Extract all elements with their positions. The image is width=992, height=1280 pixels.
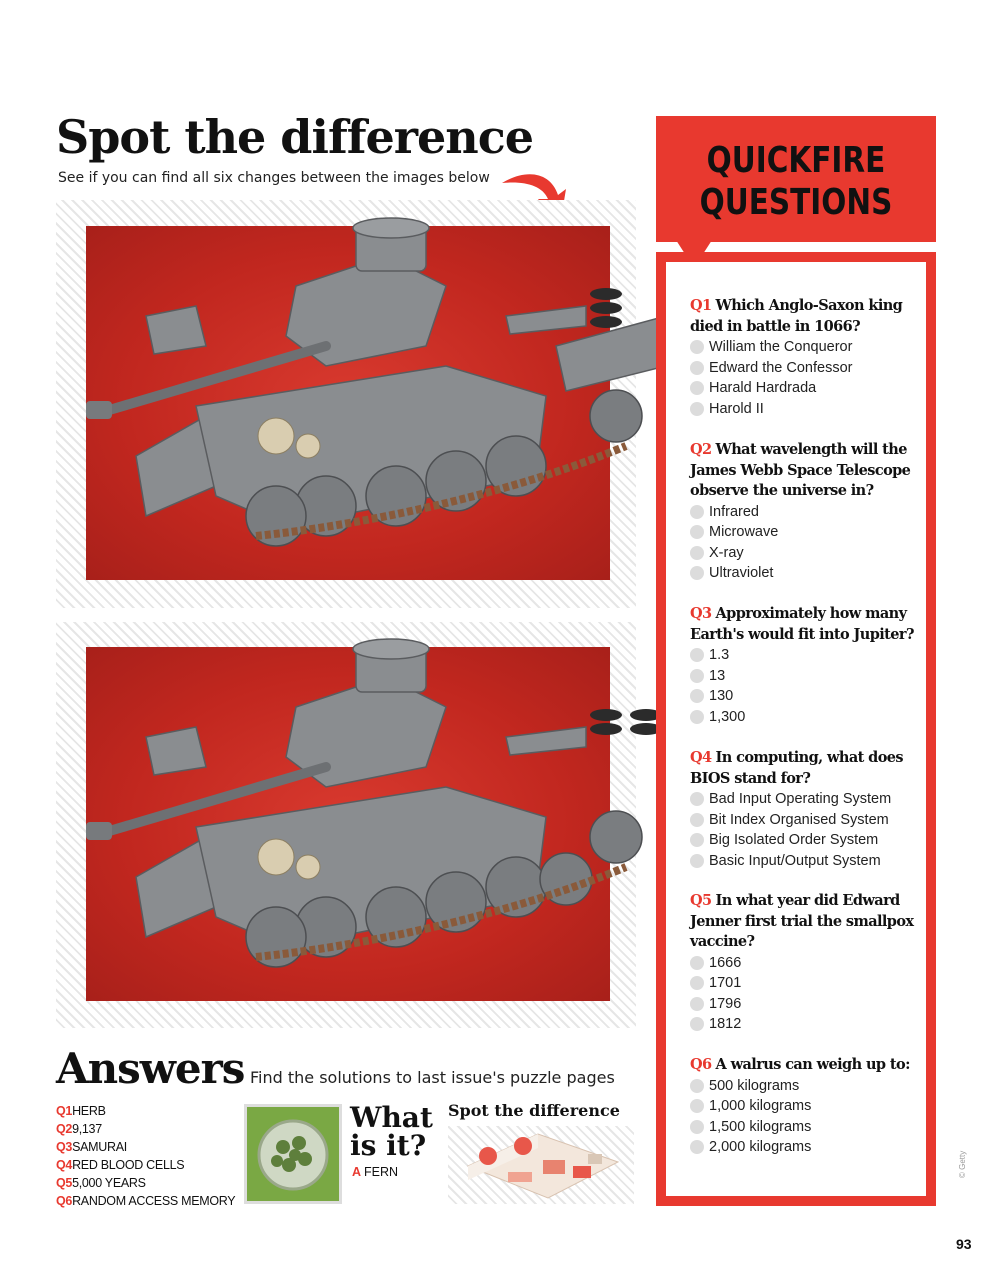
answer-option[interactable]: Harald Hardrada xyxy=(690,378,915,399)
answer-option[interactable]: 1.3 xyxy=(690,645,915,666)
radio-circle-icon[interactable] xyxy=(690,792,704,806)
radio-circle-icon[interactable] xyxy=(690,402,704,416)
radio-circle-icon[interactable] xyxy=(690,813,704,827)
answer-option[interactable]: Ultraviolet xyxy=(690,563,915,584)
radio-circle-icon[interactable] xyxy=(690,1120,704,1134)
photo-credit: © Getty xyxy=(958,1150,967,1178)
question-4: Q4 In computing, what does BIOS stand for? Bad Input Operating System Bit Index Organised System Big Isolated Order System Basic Input/Output System xyxy=(690,748,915,871)
answer-option[interactable]: 1666 xyxy=(690,953,915,974)
answer-item: Q3SAMURAI xyxy=(56,1140,127,1154)
radio-circle-icon[interactable] xyxy=(690,956,704,970)
what-is-it-answer: A FERN xyxy=(352,1165,399,1179)
answer-option[interactable]: 500 kilograms xyxy=(690,1076,915,1097)
radio-circle-icon[interactable] xyxy=(690,505,704,519)
tank-image-changed xyxy=(86,647,610,1001)
radio-circle-icon[interactable] xyxy=(690,854,704,868)
spot-title: Spot the difference xyxy=(56,110,534,164)
radio-circle-icon[interactable] xyxy=(690,340,704,354)
answer-option[interactable]: 1812 xyxy=(690,1014,915,1035)
answer-option[interactable]: 1,000 kilograms xyxy=(690,1096,915,1117)
quickfire-header xyxy=(656,116,936,242)
answer-option[interactable]: Bit Index Organised System xyxy=(690,810,915,831)
answer-item: Q6RANDOM ACCESS MEMORY xyxy=(56,1194,236,1208)
answer-option[interactable]: Bad Input Operating System xyxy=(690,789,915,810)
room-illustration xyxy=(448,1126,634,1204)
radio-circle-icon[interactable] xyxy=(690,710,704,724)
question-2: Q2 What wavelength will the James Webb Space Telescope observe the universe in? Infrared Microwave X-ray Ultraviolet xyxy=(690,440,915,584)
radio-circle-icon[interactable] xyxy=(690,833,704,847)
answer-option[interactable]: Edward the Confessor xyxy=(690,358,915,379)
answer-item: Q4RED BLOOD CELLS xyxy=(56,1158,185,1172)
radio-circle-icon[interactable] xyxy=(690,381,704,395)
radio-circle-icon[interactable] xyxy=(690,361,704,375)
answer-item: Q29,137 xyxy=(56,1122,102,1136)
spot-answer-title: Spot the difference xyxy=(448,1101,620,1120)
answers-list xyxy=(56,1102,235,1210)
tank-illustration xyxy=(26,617,666,1017)
radio-circle-icon[interactable] xyxy=(690,648,704,662)
tank-image-original xyxy=(86,226,610,580)
answer-option[interactable]: 1,300 xyxy=(690,707,915,728)
radio-circle-icon[interactable] xyxy=(690,976,704,990)
radio-circle-icon[interactable] xyxy=(690,1099,704,1113)
answer-option[interactable]: X-ray xyxy=(690,543,915,564)
answer-item: Q1HERB xyxy=(56,1104,106,1118)
quickfire-title: QUICKFIRE QUESTIONS xyxy=(699,140,893,223)
answers-title: Answers xyxy=(56,1044,245,1093)
radio-circle-icon[interactable] xyxy=(690,546,704,560)
spot-subtitle: See if you can find all six changes between the images below xyxy=(58,170,490,186)
answer-option[interactable]: 1796 xyxy=(690,994,915,1015)
question-1: Q1 Which Anglo-Saxon king died in battle in 1066? William the Conqueror Edward the Confessor Harald Hardrada Harold II xyxy=(690,296,915,419)
question-3: Q3 Approximately how many Earth's would fit into Jupiter? 1.3 13 130 1,300 xyxy=(690,604,915,727)
fern-thumbnail xyxy=(244,1104,342,1204)
fern-illustration xyxy=(247,1107,339,1201)
page-number: 93 xyxy=(956,1236,972,1252)
radio-circle-icon[interactable] xyxy=(690,689,704,703)
radio-circle-icon[interactable] xyxy=(690,1017,704,1031)
tank-illustration xyxy=(26,196,666,596)
answer-option[interactable]: Basic Input/Output System xyxy=(690,851,915,872)
answers-subtitle: Find the solutions to last issue's puzzle pages xyxy=(250,1068,615,1087)
answer-option[interactable]: William the Conqueror xyxy=(690,337,915,358)
what-is-it-title: What is it? xyxy=(350,1101,433,1162)
answer-option[interactable]: Big Isolated Order System xyxy=(690,830,915,851)
answer-option[interactable]: Infrared xyxy=(690,502,915,523)
question-5: Q5 In what year did Edward Jenner first trial the smallpox vaccine? 1666 1701 1796 1812 xyxy=(690,891,915,1035)
answer-option[interactable]: 13 xyxy=(690,666,915,687)
question-6: Q6 A walrus can weigh up to: 500 kilograms 1,000 kilograms 1,500 kilograms 2,000 kilograms xyxy=(690,1055,915,1158)
answer-option[interactable]: 1,500 kilograms xyxy=(690,1117,915,1138)
answer-option[interactable]: 1701 xyxy=(690,973,915,994)
answer-option[interactable]: Harold II xyxy=(690,399,915,420)
radio-circle-icon[interactable] xyxy=(690,566,704,580)
answer-item: Q55,000 YEARS xyxy=(56,1176,146,1190)
radio-circle-icon[interactable] xyxy=(690,997,704,1011)
answer-option[interactable]: 130 xyxy=(690,686,915,707)
radio-circle-icon[interactable] xyxy=(690,1140,704,1154)
radio-circle-icon[interactable] xyxy=(690,525,704,539)
answer-option[interactable]: 2,000 kilograms xyxy=(690,1137,915,1158)
radio-circle-icon[interactable] xyxy=(690,669,704,683)
radio-circle-icon[interactable] xyxy=(690,1079,704,1093)
spot-answer-thumbnail xyxy=(448,1126,634,1204)
answer-option[interactable]: Microwave xyxy=(690,522,915,543)
